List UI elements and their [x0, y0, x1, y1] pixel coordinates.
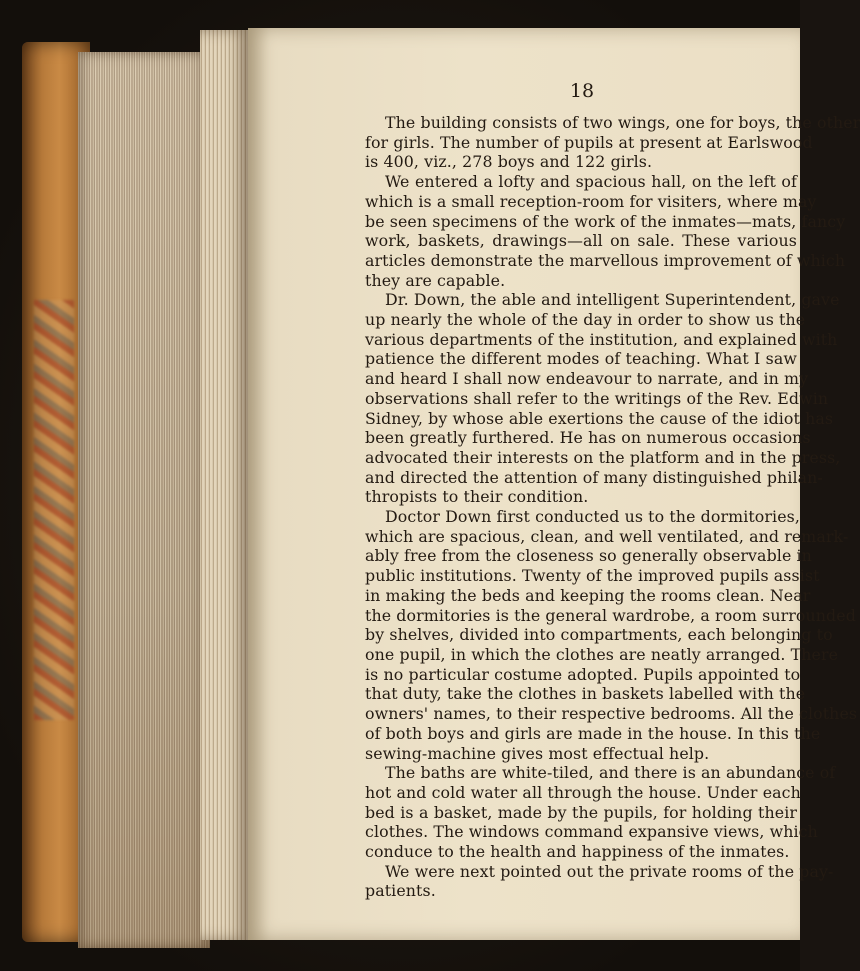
text-line: in making the beds and keeping the rooms clean. Near — [365, 585, 811, 605]
paragraph — [365, 763, 836, 862]
paragraph — [365, 290, 841, 507]
text-line: bed is a basket, made by the pupils, for holding their — [365, 802, 797, 822]
text-line: clothes. The windows command expansive views, which — [365, 822, 818, 842]
text-line: Sidney, by whose able exertions the cause of the idiot has — [365, 408, 834, 428]
text-line: of both boys and girls are made in the house. In this the — [365, 723, 821, 743]
text-line: up nearly the whole of the day in order to show us the — [365, 310, 806, 330]
text-line: thropists to their condition. — [365, 487, 589, 507]
text-line: ably free from the closeness so generally observable in — [365, 546, 812, 566]
text-line: conduce to the health and happiness of the inmates. — [365, 842, 790, 862]
marbled-edge — [34, 300, 74, 720]
text-line: articles demonstrate the marvellous improvement of which — [365, 250, 846, 270]
text-line: patience the different modes of teaching. What I saw — [365, 349, 797, 369]
page-text — [365, 113, 860, 901]
text-line: for girls. The number of pupils at present at Earlswood — [365, 132, 813, 152]
text-line: work, baskets, drawings—all on sale. These various — [365, 231, 797, 251]
paragraph — [365, 861, 834, 901]
text-line: various departments of the institution, and explained with — [365, 329, 838, 349]
text-line: The baths are white-tiled, and there is an abundance of — [385, 763, 836, 783]
text-line: one pupil, in which the clothes are neatly arranged. There — [365, 644, 839, 664]
text-line: which are spacious, clean, and well ventilated, and remark- — [365, 526, 849, 546]
text-line: which is a small reception-room for visiters, where may — [365, 191, 817, 211]
text-line: owners' names, to their respective bedrooms. All the clothes — [365, 704, 858, 724]
page-edges-shade — [78, 52, 210, 948]
paragraph — [365, 172, 846, 290]
text-line: Dr. Down, the able and intelligent Superintendent, gave — [385, 290, 840, 310]
text-line: is 400, viz., 278 boys and 122 girls. — [365, 152, 653, 172]
text-line: advocated their interests on the platform and in the press, — [365, 447, 841, 467]
text-line: by shelves, divided into compartments, each belonging to — [365, 625, 833, 645]
book-gutter — [200, 30, 250, 940]
text-line: observations shall refer to the writings of the Rev. Edwin — [365, 388, 829, 408]
text-line: the dormitories is the general wardrobe, a room surrounded — [365, 605, 856, 625]
text-line: hot and cold water all through the house. Under each — [365, 782, 801, 802]
text-line: they are capable. — [365, 270, 506, 290]
text-line: We were next pointed out the private rooms of the pay- — [385, 861, 834, 881]
text-line: patients. — [365, 881, 436, 901]
text-line: The building consists of two wings, one for boys, the other — [385, 113, 860, 132]
text-line: sewing-machine gives most effectual help. — [365, 743, 710, 763]
page-number: 18 — [569, 80, 595, 102]
text-line: and heard I shall now endeavour to narrate, and in my — [365, 369, 809, 389]
text-line: We entered a lofty and spacious hall, on the left of — [385, 172, 797, 192]
text-line: that duty, take the clothes in baskets labelled with the — [365, 684, 806, 704]
text-line: been greatly furthered. He has on numerous occasions — [365, 428, 811, 448]
text-line: public institutions. Twenty of the improved pupils assist — [365, 566, 820, 586]
text-line: is no particular costume adopted. Pupils appointed to — [365, 664, 801, 684]
text-line: be seen specimens of the work of the inmates—mats, fancy — [365, 211, 846, 231]
paragraph — [365, 507, 858, 763]
text-line: Doctor Down first conducted us to the dormitories, — [385, 507, 800, 527]
text-line: and directed the attention of many distinguished philan- — [365, 467, 823, 487]
paragraph — [365, 113, 860, 172]
